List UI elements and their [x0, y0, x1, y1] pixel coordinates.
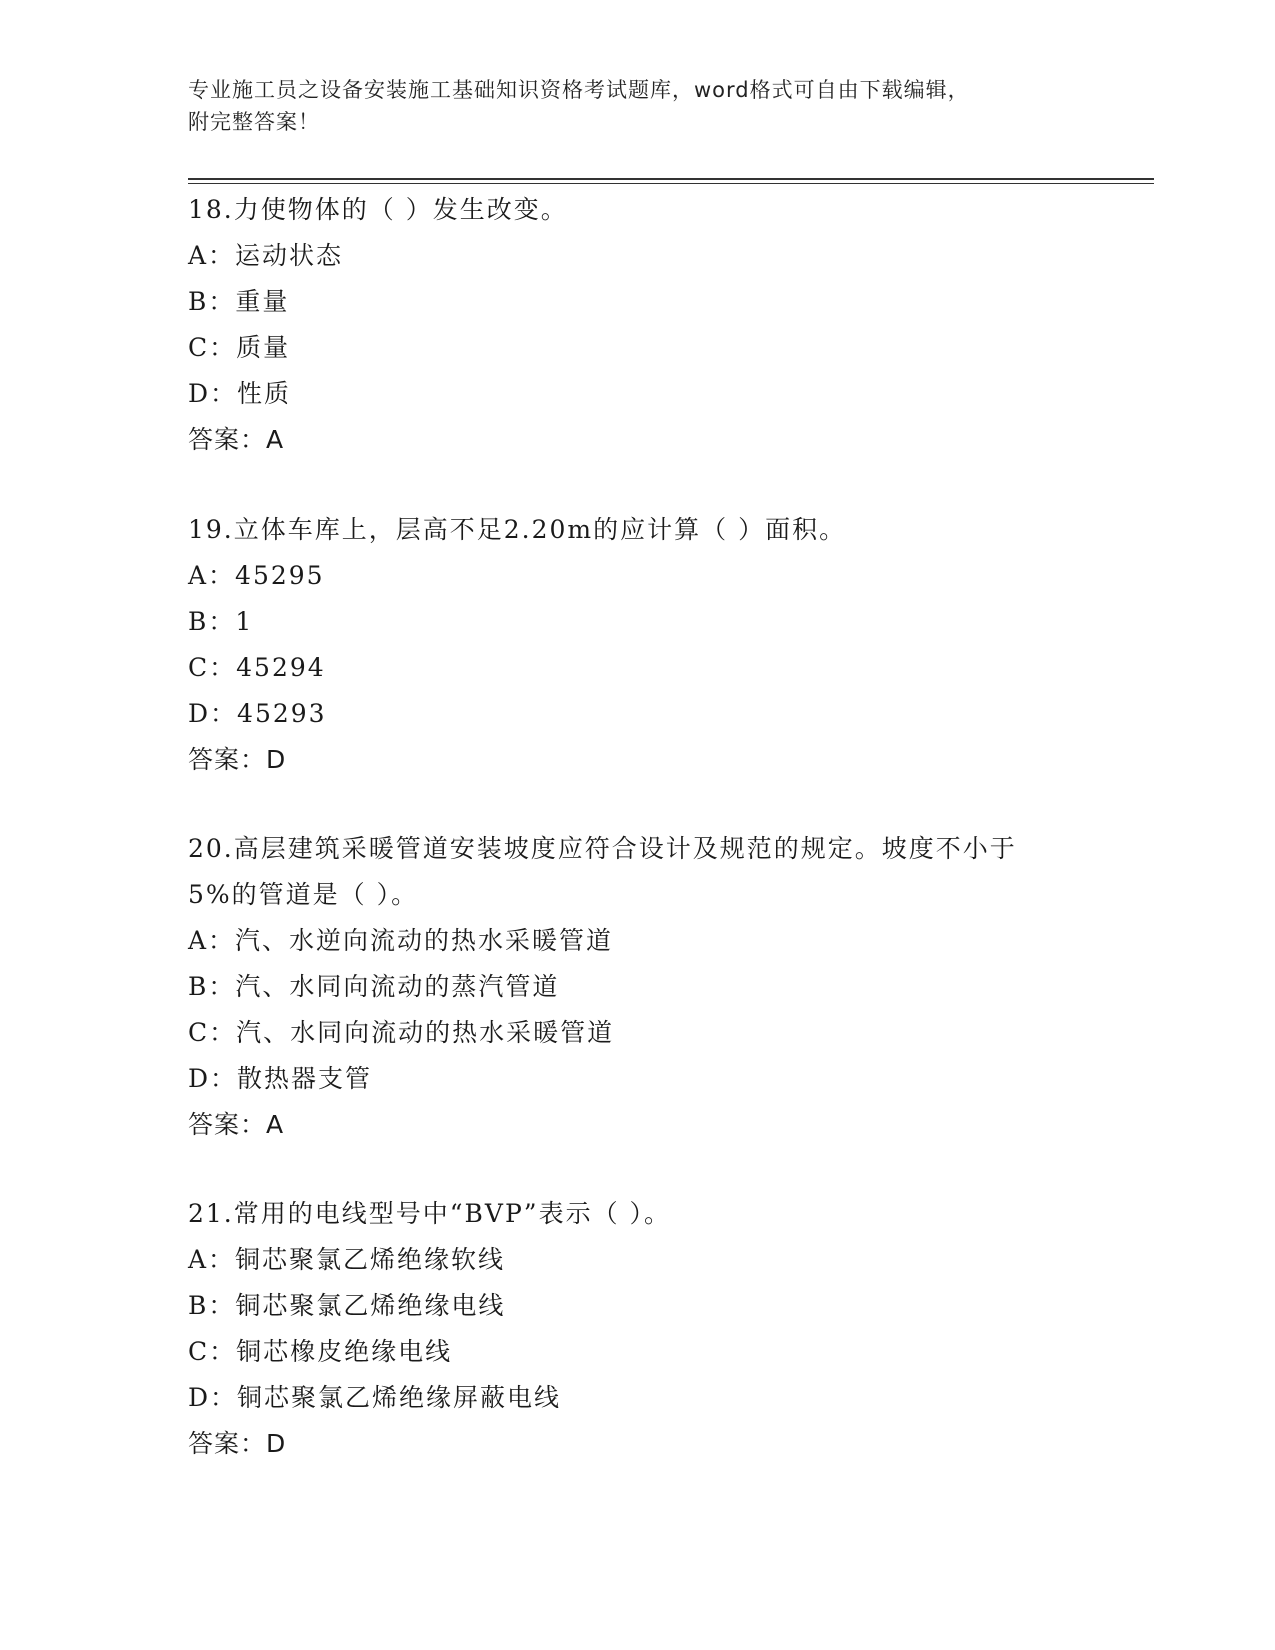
- option-d: D：铜芯聚氯乙烯绝缘屏蔽电线: [188, 1383, 562, 1412]
- option-b: B：铜芯聚氯乙烯绝缘电线: [188, 1291, 506, 1320]
- question-text: 18.力使物体的（ ）发生改变。: [188, 195, 568, 224]
- option-a: A：铜芯聚氯乙烯绝缘软线: [188, 1245, 506, 1274]
- option-a: A：汽、水逆向流动的热水采暖管道: [188, 926, 614, 955]
- header-line-2: 附完整答案！: [188, 110, 320, 134]
- answer: 答案：A: [188, 1110, 285, 1139]
- header-line-1: 专业施工员之设备安装施工基础知识资格考试题库，word格式可自由下载编辑，: [188, 78, 970, 102]
- answer: 答案：D: [188, 745, 287, 774]
- option-d: D：45293: [188, 699, 327, 728]
- question-20: [188, 826, 1088, 1148]
- answer: 答案：D: [188, 1429, 287, 1458]
- option-b: B：汽、水同向流动的蒸汽管道: [188, 972, 560, 1001]
- question-text-line-2: 5%的管道是（ ）。: [188, 880, 419, 909]
- question-19: [188, 507, 1088, 783]
- question-text-line-1: 20.高层建筑采暖管道安装坡度应符合设计及规范的规定。坡度不小于: [188, 834, 1017, 863]
- option-c: C：铜芯橡皮绝缘电线: [188, 1337, 453, 1366]
- question-18: [188, 187, 1088, 463]
- option-a: A：45295: [188, 561, 325, 590]
- question-text: 21.常用的电线型号中“BVP”表示（ ）。: [188, 1199, 672, 1228]
- question-text: 19.立体车库上，层高不足2.20m的应计算（ ）面积。: [188, 515, 847, 544]
- option-b: B：重量: [188, 287, 290, 316]
- header-divider-thin: [188, 183, 1154, 184]
- option-c: C：质量: [188, 333, 291, 362]
- document-header: [188, 74, 1088, 138]
- option-d: D：性质: [188, 379, 292, 408]
- option-a: A：运动状态: [188, 241, 344, 270]
- option-c: C：45294: [188, 653, 326, 682]
- question-21: [188, 1191, 1088, 1467]
- answer: 答案：A: [188, 425, 285, 454]
- header-divider-thick: [188, 178, 1154, 180]
- option-d: D：散热器支管: [188, 1064, 373, 1093]
- option-b: B：1: [188, 607, 254, 636]
- option-c: C：汽、水同向流动的热水采暖管道: [188, 1018, 615, 1047]
